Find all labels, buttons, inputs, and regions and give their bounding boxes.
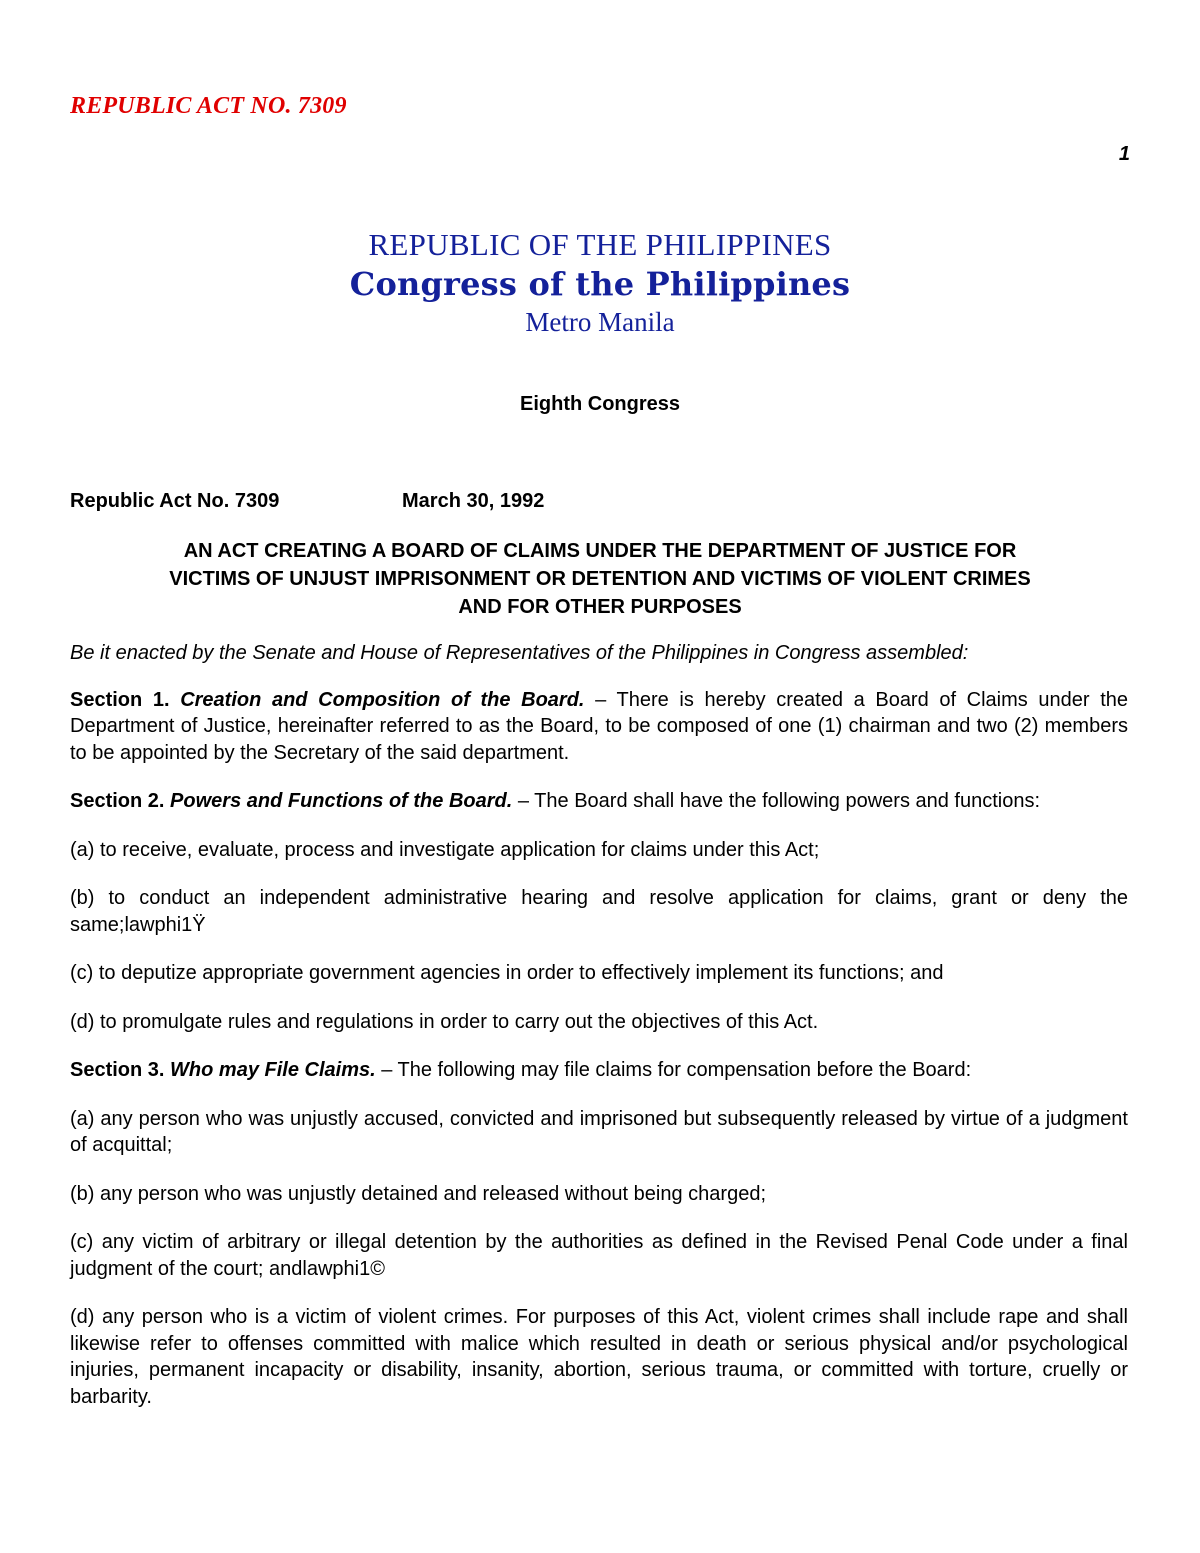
section-3-item-a: (a) any person who was unjustly accused, convicted and imprisoned but subsequently released by virtue of a judgment of acquittal; — [70, 1107, 1128, 1156]
act-title-line: AND FOR OTHER PURPOSES — [458, 596, 742, 618]
section-label: Section 3. — [70, 1059, 165, 1081]
section-1 — [70, 687, 1128, 767]
document-body — [70, 640, 1128, 1432]
section-2-item-b: (b) to conduct an independent administrative hearing and resolve application for claims, grant or deny the same;lawphi1Ÿ — [70, 887, 1128, 936]
section-text: – There is hereby created a Board of Claims under the Department of Justice, hereinafter referred to as the Board, to be composed of one (1) chairman and two (2) members to be appointed by the Secretary of the said department. — [70, 688, 1129, 764]
section-title: Who may File Claims. — [170, 1059, 376, 1081]
section-title: Creation and Composition of the Board. — [180, 688, 585, 711]
letterhead — [0, 226, 1200, 340]
act-number-date-row — [70, 490, 545, 513]
letterhead-location: Metro Manila — [525, 307, 675, 337]
section-title: Powers and Functions of the Board. — [170, 790, 513, 812]
letterhead-republic: REPUBLIC OF THE PHILIPPINES — [368, 227, 832, 262]
section-3 — [70, 1057, 1128, 1084]
section-label: Section 1. — [70, 688, 170, 711]
section-2-item-a: (a) to receive, evaluate, process and investigate application for claims under this Act; — [70, 838, 820, 861]
act-title — [70, 537, 1130, 621]
act-number: Republic Act No. 7309 — [70, 490, 280, 512]
section-text: – The following may file claims for compensation before the Board: — [375, 1059, 972, 1081]
act-title-line: AN ACT CREATING A BOARD OF CLAIMS UNDER THE DEPARTMENT OF JUSTICE FOR — [183, 540, 1017, 562]
letterhead-congress: Congress of the Philippines — [349, 265, 851, 303]
section-3-item-b: (b) any person who was unjustly detained and released without being charged; — [70, 1182, 766, 1205]
enacting-clause: Be it enacted by the Senate and House of Representatives of the Philippines in Congress assembled: — [70, 642, 969, 664]
congress-heading: Eighth Congress — [519, 393, 680, 415]
section-3-item-c: (c) any victim of arbitrary or illegal detention by the authorities as defined in the Revised Penal Code under a final judgment of the court; andlawphi1© — [70, 1231, 1128, 1280]
document-header-title: REPUBLIC ACT NO. 7309 — [70, 93, 347, 119]
section-2 — [70, 788, 1128, 815]
section-2-item-d: (d) to promulgate rules and regulations in order to carry out the objectives of this Act. — [70, 1010, 819, 1033]
act-title-line: VICTIMS OF UNJUST IMPRISONMENT OR DETENTION AND VICTIMS OF VIOLENT CRIMES — [169, 568, 1031, 590]
section-3-item-d: (d) any person who is a victim of violent crimes. For purposes of this Act, violent crimes shall include rape and shall likewise refer to offenses committed with malice which resulted in death or serious physical and/or psychological injuries, permanent incapacity or disability, insanity, abortion, serious trauma, or committed with torture, cruelly or barbarity. — [70, 1306, 1128, 1408]
section-text: – The Board shall have the following powers and functions: — [512, 790, 1041, 812]
page-number: 1 — [1118, 143, 1130, 165]
section-label: Section 2. — [70, 790, 165, 812]
act-date: March 30, 1992 — [402, 490, 545, 512]
section-2-item-c: (c) to deputize appropriate government agencies in order to effectively implement its functions; and — [70, 962, 944, 984]
